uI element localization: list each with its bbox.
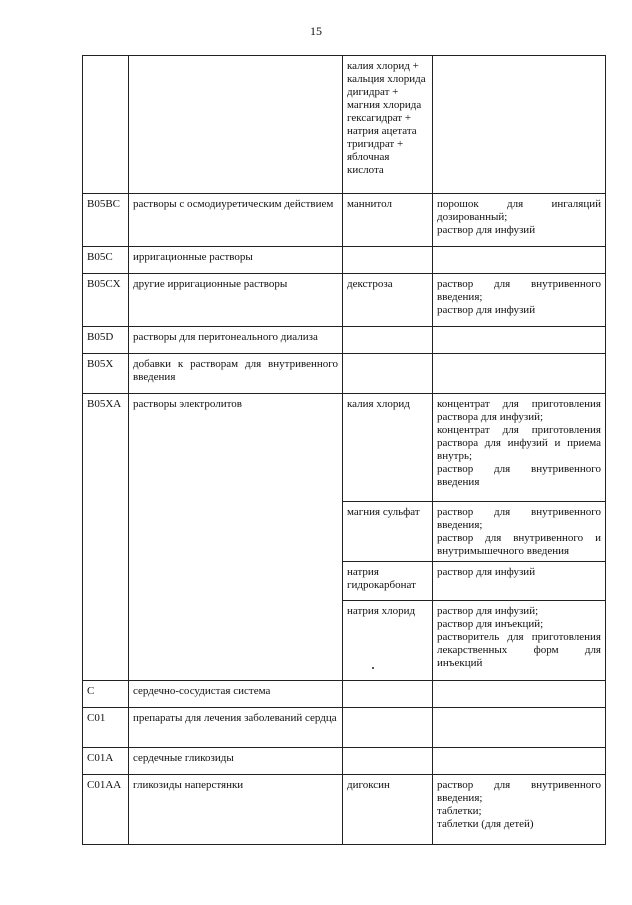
- anatomical-group-cell: [129, 56, 343, 194]
- atc-code: B05C: [87, 251, 113, 263]
- table-row: [83, 748, 606, 775]
- anatomical-group-cell: [129, 274, 343, 327]
- drug-name: магния сульфат: [347, 506, 420, 518]
- drug-classification-table: [82, 55, 606, 845]
- atc-code-cell: [83, 274, 129, 327]
- drug-name: калия хлорид + кальция хлорида дигидрат + магния хлорида гексагидрат + натрия ацетата тригидрат + яблочная кислота: [347, 60, 426, 176]
- table-row: [83, 274, 606, 327]
- table-body: [83, 56, 606, 845]
- anatomical-group-cell: [129, 354, 343, 394]
- table-row: [83, 394, 606, 502]
- dosage-form-cell: [433, 562, 606, 601]
- atc-code-cell: [83, 327, 129, 354]
- dosage-form-cell: [433, 394, 606, 502]
- anatomical-group: ирригационные растворы: [133, 251, 253, 263]
- drug-name-cell: [343, 748, 433, 775]
- atc-code: B05BC: [87, 198, 121, 210]
- dosage-form-cell: [433, 502, 606, 562]
- anatomical-group-cell: [129, 194, 343, 247]
- drug-name: дигоксин: [347, 779, 390, 791]
- drug-name-cell: [343, 681, 433, 708]
- drug-name: натрия гидрокарбонат: [347, 566, 416, 591]
- drug-name-cell: [343, 775, 433, 845]
- dosage-forms: раствор для инфузий; раствор для инъекций; растворитель для приготовления лекарственных форм для инъекций: [437, 605, 601, 669]
- atc-code: B05XA: [87, 398, 122, 410]
- dosage-form-cell: [433, 775, 606, 845]
- drug-name: декстроза: [347, 278, 393, 290]
- dosage-forms: раствор для инфузий: [437, 566, 536, 578]
- anatomical-group-cell: [129, 775, 343, 845]
- table-row: [83, 354, 606, 394]
- dosage-form-cell: [433, 708, 606, 748]
- atc-code-cell: [83, 194, 129, 247]
- table-row: [83, 708, 606, 748]
- anatomical-group-cell: [129, 394, 343, 681]
- dosage-forms: концентрат для приготовления раствора для инфузий; концентрат для приготовления раствора для инфузий и приема внутрь; раствор для внутривенного введения: [437, 398, 601, 488]
- atc-code-cell: [83, 681, 129, 708]
- scan-mark: [372, 667, 374, 669]
- table-row: [83, 56, 606, 194]
- anatomical-group-cell: [129, 748, 343, 775]
- atc-code-cell: [83, 708, 129, 748]
- table-row: [83, 681, 606, 708]
- drug-name-cell: [343, 274, 433, 327]
- dosage-form-cell: [433, 748, 606, 775]
- drug-name: калия хлорид: [347, 398, 410, 410]
- dosage-forms: порошок для ингаляций дозированный; раствор для инфузий: [437, 198, 601, 236]
- anatomical-group: другие ирригационные растворы: [133, 278, 288, 290]
- atc-code-cell: [83, 354, 129, 394]
- atc-code: B05CX: [87, 278, 121, 290]
- drug-name-cell: [343, 502, 433, 562]
- dosage-forms: раствор для внутривенного введения; раствор для внутривенного и внутримышечного введения: [437, 506, 601, 557]
- drug-name-cell: [343, 601, 433, 681]
- dosage-form-cell: [433, 327, 606, 354]
- anatomical-group: гликозиды наперстянки: [133, 779, 244, 791]
- atc-code: C: [87, 685, 95, 697]
- dosage-form-cell: [433, 681, 606, 708]
- anatomical-group: растворы с осмодиуретическим действием: [133, 198, 334, 210]
- atc-code: C01A: [87, 752, 114, 764]
- drug-name-cell: [343, 708, 433, 748]
- anatomical-group: препараты для лечения заболеваний сердца: [133, 712, 337, 724]
- dosage-form-cell: [433, 601, 606, 681]
- table-row: [83, 327, 606, 354]
- atc-code: B05D: [87, 331, 114, 343]
- drug-name-cell: [343, 562, 433, 601]
- drug-name-cell: [343, 56, 433, 194]
- atc-code-cell: [83, 247, 129, 274]
- atc-code-cell: [83, 56, 129, 194]
- atc-code: C01AA: [87, 779, 122, 791]
- atc-code: C01: [87, 712, 106, 724]
- atc-code-cell: [83, 394, 129, 681]
- anatomical-group-cell: [129, 681, 343, 708]
- anatomical-group-cell: [129, 247, 343, 274]
- anatomical-group: сердечно-сосудистая система: [133, 685, 271, 697]
- drug-name-cell: [343, 327, 433, 354]
- table-row: [83, 775, 606, 845]
- drug-name: натрия хлорид: [347, 605, 416, 617]
- anatomical-group: растворы для перитонеального диализа: [133, 331, 318, 343]
- dosage-forms: раствор для внутривенного введения; таблетки; таблетки (для детей): [437, 779, 601, 830]
- dosage-form-cell: [433, 274, 606, 327]
- drug-name-cell: [343, 194, 433, 247]
- drug-name: маннитол: [347, 198, 392, 210]
- atc-code-cell: [83, 748, 129, 775]
- atc-code: B05X: [87, 358, 114, 370]
- drug-name-cell: [343, 394, 433, 502]
- page-number: 15: [310, 24, 322, 38]
- dosage-form-cell: [433, 354, 606, 394]
- drug-name-cell: [343, 247, 433, 274]
- table-row: [83, 247, 606, 274]
- table-row: [83, 194, 606, 247]
- dosage-forms: раствор для внутривенного введения; раствор для инфузий: [437, 278, 601, 316]
- anatomical-group: добавки к растворам для внутривенного введения: [133, 358, 338, 383]
- atc-code-cell: [83, 775, 129, 845]
- dosage-form-cell: [433, 56, 606, 194]
- drug-name-cell: [343, 354, 433, 394]
- dosage-form-cell: [433, 194, 606, 247]
- anatomical-group: растворы электролитов: [133, 398, 242, 410]
- anatomical-group: сердечные гликозиды: [133, 752, 234, 764]
- anatomical-group-cell: [129, 708, 343, 748]
- anatomical-group-cell: [129, 327, 343, 354]
- dosage-form-cell: [433, 247, 606, 274]
